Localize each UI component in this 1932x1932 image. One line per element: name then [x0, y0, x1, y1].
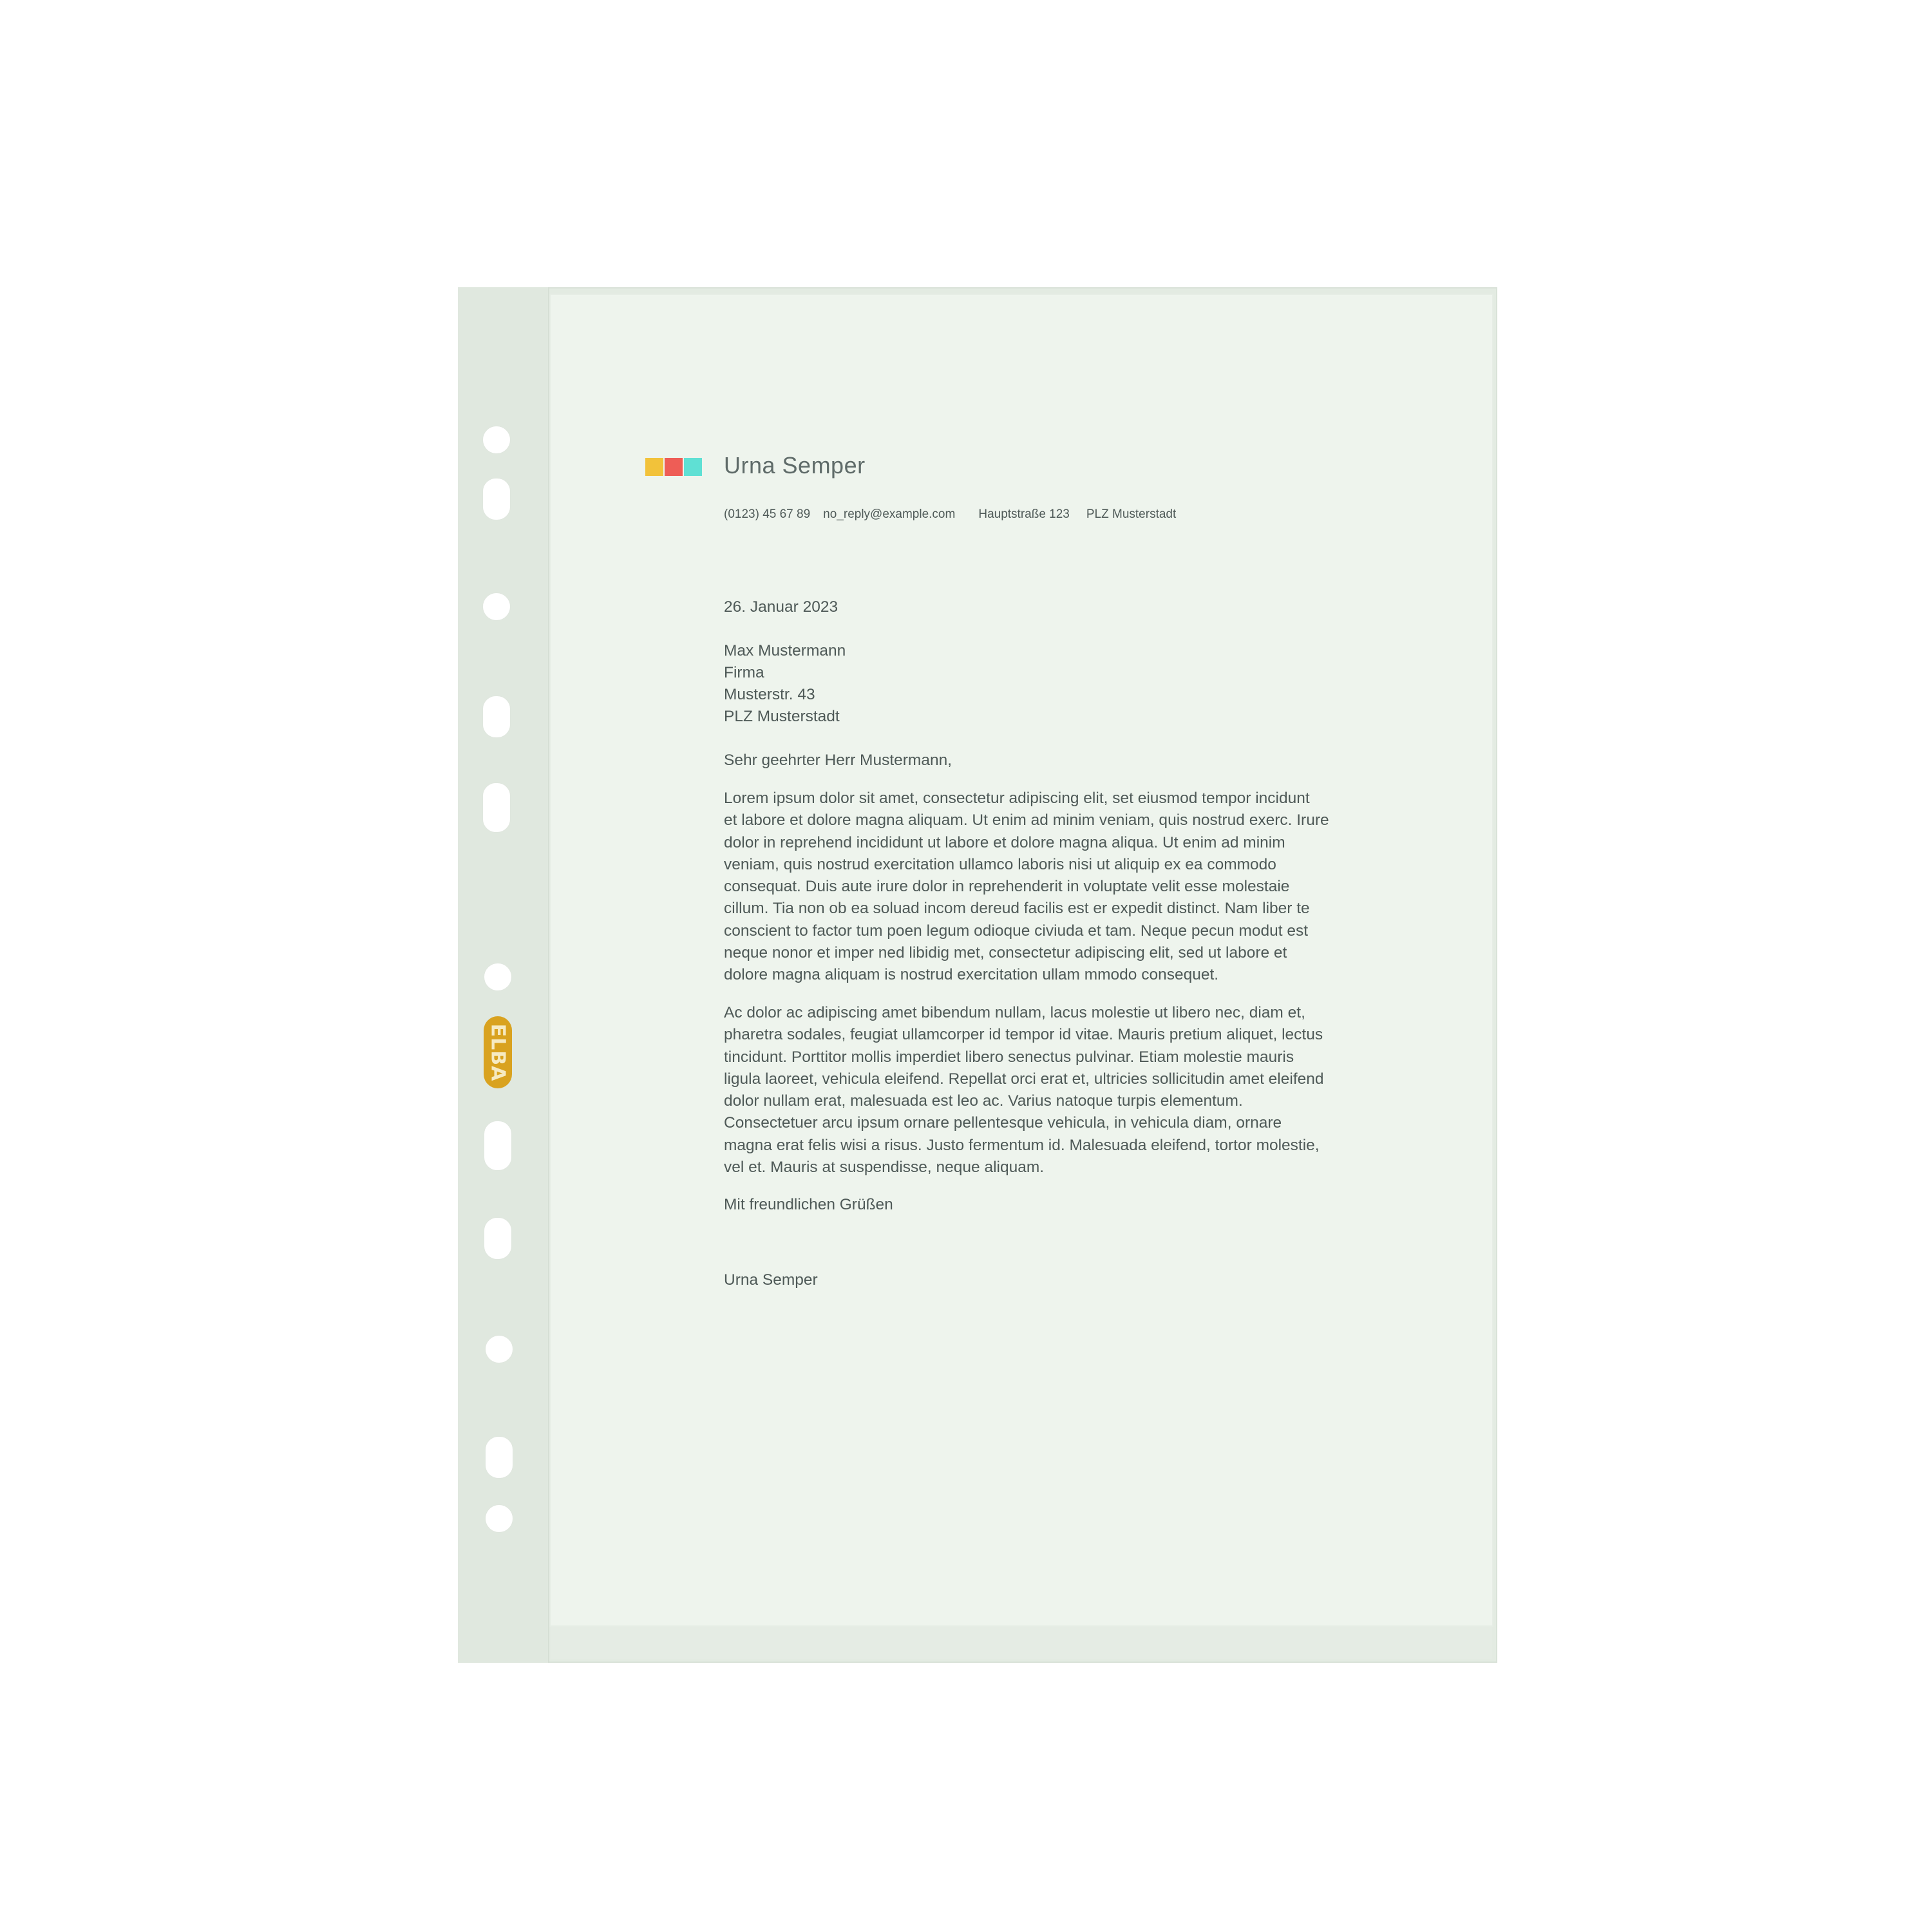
sleeve-bottom-seam [551, 1627, 1492, 1659]
recipient-street: Musterstr. 43 [724, 686, 815, 703]
paragraph-line: Ac dolor ac adipiscing amet bibendum nullam, lacus molestie ut libero nec, diam et, [724, 1004, 1305, 1021]
brand-logo-text: ELBA [486, 1023, 509, 1081]
sender-contact-line [724, 507, 1176, 522]
punch-hole [485, 1504, 513, 1533]
signature: Urna Semper [724, 1271, 818, 1289]
body-paragraph-1 [724, 788, 1329, 987]
paragraph-line: et labore et dolore magna aliquam. Ut enim ad minim veniam, quis nostrud exerc. Irure [724, 811, 1329, 829]
paragraph-line: conscient to factor tum poen legum odioque civiuda et tam. Neque pecun modut est [724, 922, 1309, 940]
brand-logo-badge [484, 1016, 512, 1088]
sender-email: no_reply@example.com [823, 507, 956, 521]
sender-phone: (0123) 45 67 89 [724, 507, 811, 521]
punch-hole [482, 478, 511, 520]
punch-hole [482, 592, 511, 621]
punch-hole [484, 1217, 512, 1260]
paragraph-line: dolore magna aliquam is nostrud exercitation ullam mmodo consequet. [724, 966, 1219, 984]
logo-square-teal [684, 458, 702, 476]
salutation: Sehr geehrter Herr Mustermann, [724, 752, 952, 769]
paragraph-line: cillum. Tia non ob ea soluad incom dereud facilis est er expedit distinct. Nam liber te [724, 900, 1310, 918]
paragraph-line: ligula laoreet, vehicula eleifend. Repellat orci erat et, ultricies sollicitudin amet eleifend [724, 1070, 1324, 1088]
punch-hole [484, 963, 512, 991]
logo-square-red [665, 458, 683, 476]
paragraph-line: tincidunt. Porttitor mollis imperdiet libero senectus pulvinar. Etiam molestie mauris [724, 1048, 1294, 1066]
letter-date: 26. Januar 2023 [724, 598, 838, 616]
recipient-name: Max Mustermann [724, 642, 846, 659]
punch-hole [485, 1436, 513, 1479]
punch-hole [482, 426, 511, 454]
paragraph-line: Lorem ipsum dolor sit amet, consectetur adipiscing elit, set eiusmod tempor incidunt [724, 790, 1310, 807]
punch-hole [484, 1121, 512, 1171]
paragraph-line: consequat. Duis aute irure dolor in reprehenderit in voluptate velit esse molestaie [724, 878, 1290, 896]
paragraph-line: dolor nullam erat, malesuada est leo ac. Varius natoque turpis elementum. [724, 1092, 1243, 1110]
sender-name: Urna Semper [724, 452, 866, 478]
punch-hole [482, 782, 511, 833]
paragraph-line: neque nonor et imper ned libidig met, consectetur adipiscing elit, sed ut labore et [724, 944, 1287, 962]
recipient-city: PLZ Musterstadt [724, 708, 840, 725]
closing: Mit freundlichen Grüßen [724, 1196, 893, 1213]
punch-hole [485, 1335, 513, 1363]
paragraph-line: magna erat felis wisi a risus. Justo fermentum id. Malesuada eleifend, tortor molestie, [724, 1136, 1320, 1154]
punch-hole [482, 696, 511, 738]
sender-street: Hauptstraße 123 [978, 507, 1070, 521]
recipient-company: Firma [724, 664, 764, 681]
paragraph-line: Consectetuer arcu ipsum ornare pellentesque vehicula, in vehicula diam, ornare [724, 1114, 1282, 1132]
paragraph-line: dolor in reprehend incididunt ut labore et dolore magna aliqua. Ut enim ad minim [724, 833, 1285, 851]
logo-square-yellow [645, 458, 663, 476]
paragraph-line: veniam, quis nostrud exercitation ullamco laboris nisi ut aliquip ex ea commodo [724, 855, 1276, 873]
letterhead-logo-icon [645, 458, 702, 476]
sender-city: PLZ Musterstadt [1086, 507, 1177, 521]
paragraph-line: pharetra sodales, feugiat ullamcorper id tempor id vitae. Mauris pretium aliquet, lectus [724, 1026, 1323, 1044]
paragraph-line: vel et. Mauris at suspendisse, neque aliquam. [724, 1159, 1045, 1177]
body-paragraph-2 [724, 1002, 1324, 1179]
